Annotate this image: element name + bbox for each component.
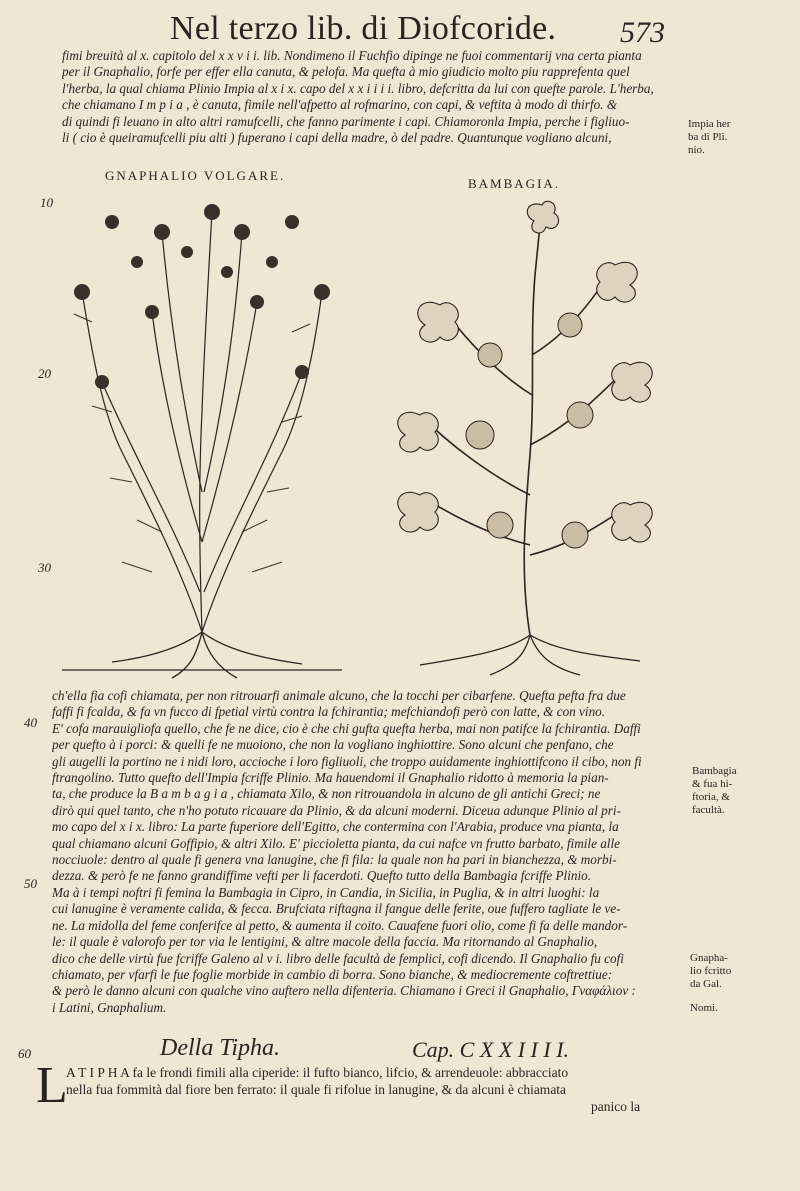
text-line: di quindi fi leuano in alto altri ramufcelli, che fanno parimente i capi. Chiamoronla Impia, perche i figliuo-	[62, 113, 630, 129]
text-line: gli augelli la portino ne i nidi loro, accioche i loro figliuoli, che troppo auidamente inghiottifcono il cibo, non fi	[52, 753, 642, 769]
margin-note-line: Nomi.	[690, 1002, 718, 1014]
final-paragraph	[66, 1064, 676, 1115]
margin-note-line: ba di Pli.	[688, 131, 728, 143]
text-line: E' cofa marauigliofa quello, che fe ne dice, cio è che chi gufta quefta herba, mai non patifce la fchirantia. Daffi	[52, 720, 641, 736]
text-line: l'herba, la qual chiama Plinio Impia al x i x. capo del x x i i i i. libro, defcritta da lui con quefte parole. L'herba,	[62, 80, 654, 96]
drop-capital: L	[36, 1057, 68, 1114]
text-line: fimi breuità al x. capitolo del x x v i i. lib. Nondimeno il Fuchfio dipinge ne fuoi commentarij vna certa pianta	[62, 48, 642, 63]
text-line: A T I P H A fa le frondi fimili alla ciperide: il fufto bianco, lifcio, & arrendeuole: abbracciato	[66, 1065, 569, 1080]
text-line: ne. La midolla del feme conferifce al petto, & aumenta il coito. Cauafene fuori olio, come fi fa delle mandor-	[52, 917, 628, 933]
gnaphalio-woodcut	[52, 192, 352, 680]
text-line: li ( cio è queiramufcelli piu alti ) fuperano i capi della madre, ò del padre. Quantunque vogliano alcuni,	[62, 130, 612, 146]
line-number: 50	[24, 876, 37, 891]
text-line: per quefto à i porci: & quelli fe ne muoiono, che non la vogliano inghiottire. Sono alcuni che penfano, che	[52, 737, 614, 753]
margin-note-nomi	[690, 1002, 718, 1015]
text-line: le: il quale è valorofo per tor via le lentigini, & altre macole della faccia. Ma ritornando al Gnaphalio,	[52, 934, 598, 950]
text-line: chiamato, per vfarfi le fue foglie morbide in cambio di borra. Sono bianche, & mediocremente coftrettiue:	[52, 966, 613, 982]
margin-note-line: nio.	[688, 144, 705, 156]
line-number: 10	[40, 195, 53, 210]
top-paragraph	[62, 48, 682, 146]
bambagia-woodcut	[380, 195, 660, 680]
text-line: nella fua fommità dal fiore ben ferrato: il quale fi rifolue in lanugine, & da alcuni è chiamata	[66, 1082, 567, 1097]
section-title: Della Tipha.	[160, 1035, 281, 1061]
text-line: i Latini, Gnaphalium.	[52, 999, 167, 1015]
text-line: cui lanugine è veramente calida, & fecca. Brufciata riftagna il fangue delle ferite, oue fuffero tagliate le ve-	[52, 901, 621, 917]
text-line: per il Gnaphalio, forfe per effer ella canuta, & pelofa. Ma quefta à mio giudicio molto piu rapprefenta quel	[62, 64, 630, 80]
text-line: dirò qui quel tanto, che n'ho potuto ricauare da Plinio, & da alcuni moderni. Diceua adunque Plinio al pri-	[52, 802, 621, 818]
figure-caption-gnaphalio: GNAPHALIO VOLGARE.	[105, 168, 286, 183]
line-number: 30	[38, 560, 51, 575]
text-line: faffi fi fcalda, & fa vn fucco di fpetial virtù contra la fchirantia; mefchiandofi però con latte, & con vino.	[52, 704, 606, 720]
margin-note-line: & fua hi-	[692, 778, 733, 790]
page-number: 573	[620, 16, 665, 49]
line-number: 40	[24, 715, 37, 730]
margin-note-line: Bambagia	[692, 765, 737, 777]
margin-note-line: facultà.	[692, 804, 725, 816]
margin-note-line: Gnapha-	[690, 952, 728, 964]
text-line: & però le danno alcuni con qualche vino auftero nella difenteria. Chiamano i Greci il Gnaphalio, Γναφάλιον :	[52, 983, 636, 999]
line-number: 60	[18, 1046, 31, 1061]
text-line: che chiamano I m p i a , è canuta, fimile nell'afpetto al rofmarino, con capi, & veftita à modo di thirfo. &	[62, 97, 618, 113]
chapter-number: Cap. C X X I I I I.	[412, 1037, 570, 1062]
main-paragraph	[52, 688, 687, 1016]
margin-note-line: lio fcritto	[690, 965, 732, 977]
line-number: 20	[38, 366, 51, 381]
text-line: dezza. & però fe ne fanno grandiffime vefti per li facerdoti. Quefto tutto della Bambagia fcriffe Plinio.	[52, 868, 592, 884]
running-header: Nel terzo lib. di Diofcoride.	[170, 10, 557, 47]
margin-note-line: Impia her	[688, 118, 731, 130]
margin-note-impia	[688, 118, 730, 157]
text-line: ch'ella fia cofi chiamata, per non ritrouarfi animale alcuno, che la tocchi per cibarfene. Quefta pefta fra due	[52, 688, 626, 703]
text-line: ftrangolino. Tutto quefto dell'Impia fcriffe Plinio. Ma hauendomi il Gnaphalio ridotto à memoria la pian-	[52, 770, 609, 786]
text-line: nocciuole: dentro al quale fi genera vna lanugine, che fi fila: la quale non ha pari in bianchezza, & morbi-	[52, 852, 617, 868]
margin-note-bambagia	[692, 765, 737, 817]
margin-note-gnaphalio	[690, 952, 731, 991]
text-line: panico la	[591, 1099, 641, 1114]
text-line: qual chiamano alcuni Goffipio, & altri Xilo. E' piccioletta pianta, da cui nafce vn frutto barbato, fimile alle	[52, 835, 620, 851]
margin-note-line: ftoria, &	[692, 791, 730, 803]
margin-note-line: da Gal.	[690, 978, 722, 990]
figure-caption-bambagia: BAMBAGIA.	[468, 176, 561, 191]
text-line: dico che delle virtù fue fcriffe Galeno al v i. libro delle facultà de femplici, cofi dicendo. Il Gnaphalio fu cofi	[52, 950, 624, 966]
text-line: ta, che produce la B a m b a g i a , chiamata Xilo, & non ritrouandola in alcuno de gli antichi Greci; ne	[52, 786, 601, 802]
text-line: mo capo del x i x. libro: La parte fuperiore dell'Egitto, che contermina con l'Arabia, produce vna pianta, la	[52, 819, 619, 835]
text-line: Ma à i tempi noftri fi femina la Bambagia in Cipro, in Candia, in Sicilia, in Puglia, & in altri luoghi: la	[52, 884, 600, 900]
